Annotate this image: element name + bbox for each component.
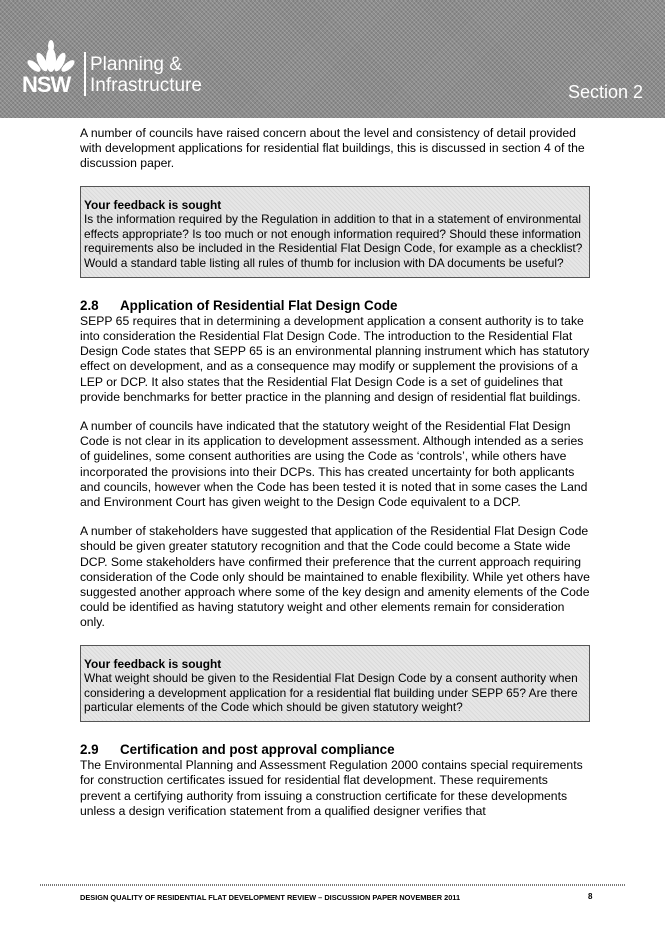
- section-heading-2-9: [80, 742, 590, 757]
- agency-line-2: Infrastructure: [90, 75, 202, 96]
- section-label: Section 2: [567, 82, 643, 102]
- nsw-logo-text: NSW: [22, 72, 71, 97]
- header-banner: [0, 0, 665, 118]
- intro-paragraph: A number of councils have raised concern about the level and consistency of detail provided with development applications for residential flat buildings, this is discussed in section 4 of the discussion paper.: [80, 126, 585, 171]
- paragraph: A number of councils have indicated that the statutory weight of the Residential Flat Design Code is not clear in its application to development assessment. Although intended as a series of guidelines, some consent authorities are using the Code as ‘controls’, while others have incorporated the provisions into their DCPs. This has created uncertainty for both applicants and councils, however when the Code has been tested it is noted that in some cases the Land and Environment Court has given weight to the Design Code equivalent to a DCP.: [80, 419, 588, 510]
- feedback-box-1: [80, 186, 590, 278]
- section-title: Application of Residential Flat Design Code: [120, 297, 398, 313]
- section-number: 2.9: [80, 742, 99, 758]
- feedback-body: Is the information required by the Regulation in addition to that in a statement of environmental effects appropriate? Is too much or not enough information required? Should these information requirements also be included in the Residential Flat Design Code, for example as a checklist? Would a standard table listing all rules of thumb for inclusion with DA documents be useful?: [84, 212, 583, 270]
- nsw-waratah-logo: [22, 38, 80, 96]
- feedback-box-2: [80, 645, 590, 722]
- feedback-body: What weight should be given to the Residential Flat Design Code by a consent authority when considering a development application for a residential flat building under SEPP 65? Are there particular elements of the Code which should be given statutory weight?: [84, 671, 578, 715]
- feedback-title: Your feedback is sought: [84, 656, 222, 671]
- footer-divider: [40, 884, 626, 886]
- paragraph: The Environmental Planning and Assessment Regulation 2000 contains special requirements for construction certificates issued for residential flat development. These requirements prevent a certifying authority from issuing a construction certificate for these developments unless a design verification statement from a qualified designer verifies that: [80, 758, 583, 818]
- page-content: [80, 126, 590, 833]
- footer-title: DESIGN QUALITY OF RESIDENTIAL FLAT DEVELOPMENT REVIEW – DISCUSSION PAPER NOVEMBER 2011: [80, 893, 461, 902]
- logo-divider: [84, 52, 86, 96]
- paragraph: SEPP 65 requires that in determining a development application a consent authority is to take into consideration the Residential Flat Design Code. The introduction to the Residential Flat Design Code states that SEPP 65 is an environmental planning instrument which has statutory effect on development, and as a consequence may modify or supplement the provisions of a LEP or DCP. It also states that the Residential Flat Design Code is a set of guidelines that provide benchmarks for better practice in the planning and design of residential flat buildings.: [80, 313, 590, 404]
- section-title: Certification and post approval compliance: [120, 742, 395, 758]
- section-number: 2.8: [80, 297, 99, 313]
- paragraph: A number of stakeholders have suggested that application of the Residential Flat Design Code should be given greater statutory recognition and that the Code could become a State wide DCP. Some stakeholders have confirmed their preference that the current approach requiring consideration of the Code only should be maintained to enable flexibility. While yet others have suggested another approach where some of the key design and amenity elements of the Code could be identified as having statutory weight and other elements remain for consideration only.: [80, 524, 590, 630]
- section-heading-2-8: [80, 298, 590, 313]
- agency-line-1: Planning &: [90, 54, 182, 75]
- agency-name: [90, 54, 202, 96]
- feedback-title: Your feedback is sought: [84, 197, 222, 212]
- page-number: 8: [588, 892, 593, 901]
